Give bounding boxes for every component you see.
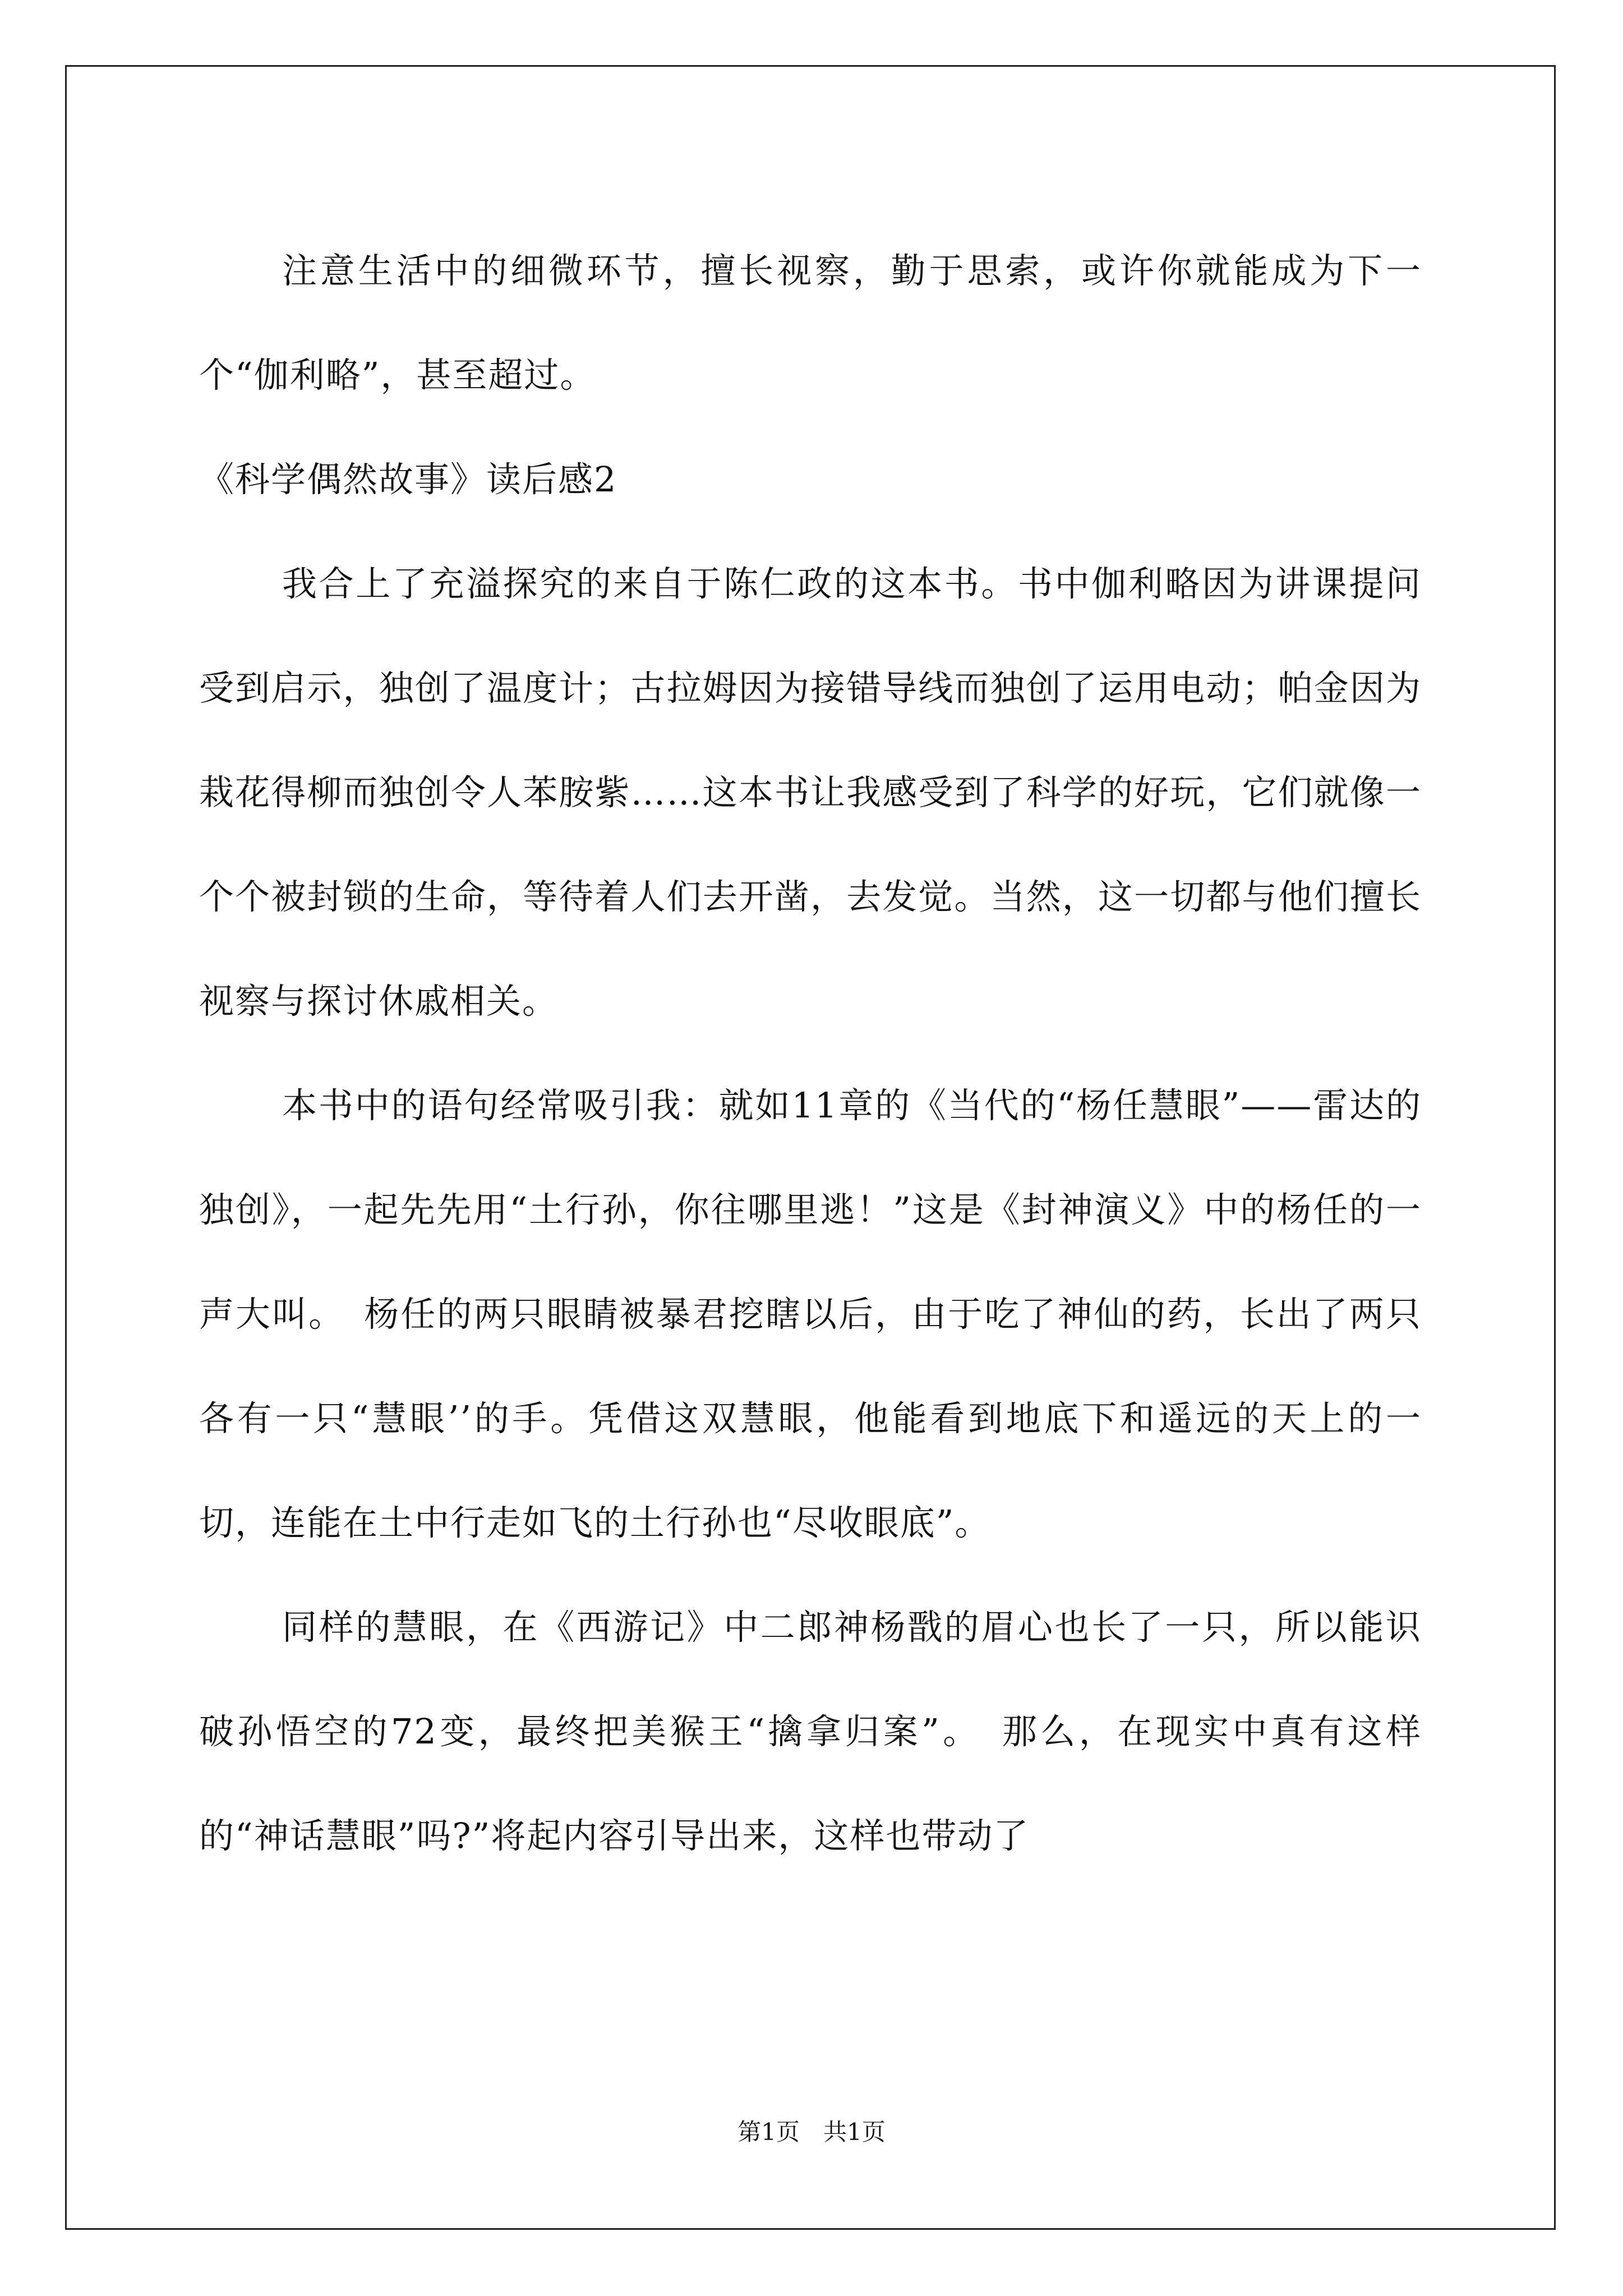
paragraph-2: 我合上了充溢探究的来自于陈仁政的这本书。书中伽利略因为讲课提问受到启示，独创了温度计；古拉姆因为接错导线而独创了运用电动；帕金因为栽花得柳而独创令人苯胺紫……这本书让我感受到了科学的好玩，它们就像一个个被封锁的生命，等待着人们去开凿，去发觉。当然，这一切都与他们擅长视察与探讨休戚相关。 <box>199 563 1422 1022</box>
page-footer: 第1页 共1页 <box>737 2118 886 2146</box>
paragraph-4: 同样的慧眼，在《西游记》中二郎神杨戬的眉心也长了一只，所以能识破孙悟空的72变，最终把美猴王“擒拿归案”。 那么，在现实中真有这样的“神话慧眼”吗?”将起内容引导出来，这样也带动了 <box>199 1607 1422 1856</box>
paragraph-1: 注意生活中的细微环节，擅长视察，勤于思索，或许你就能成为下一个“伽利略”，甚至超过。 <box>199 250 1422 395</box>
document-body <box>199 219 1422 1888</box>
paragraph-3: 本书中的语句经常吸引我：就如11章的《当代的“杨任慧眼”——雷达的独创》，一起先先用“土行孙，你往哪里逃！”这是《封神演义》中的杨任的一声大叫。 杨任的两只眼睛被暴君挖瞎以后，由于吃了神仙的药，长出了两只各有一只“慧眼’’的手。凭借这双慧眼，他能看到地底下和遥远的天上的一切，连能在土中行走如飞的土行孙也“尽收眼底”。 <box>199 1085 1422 1543</box>
section-heading: 《科学偶然故事》读后感2 <box>199 459 617 500</box>
